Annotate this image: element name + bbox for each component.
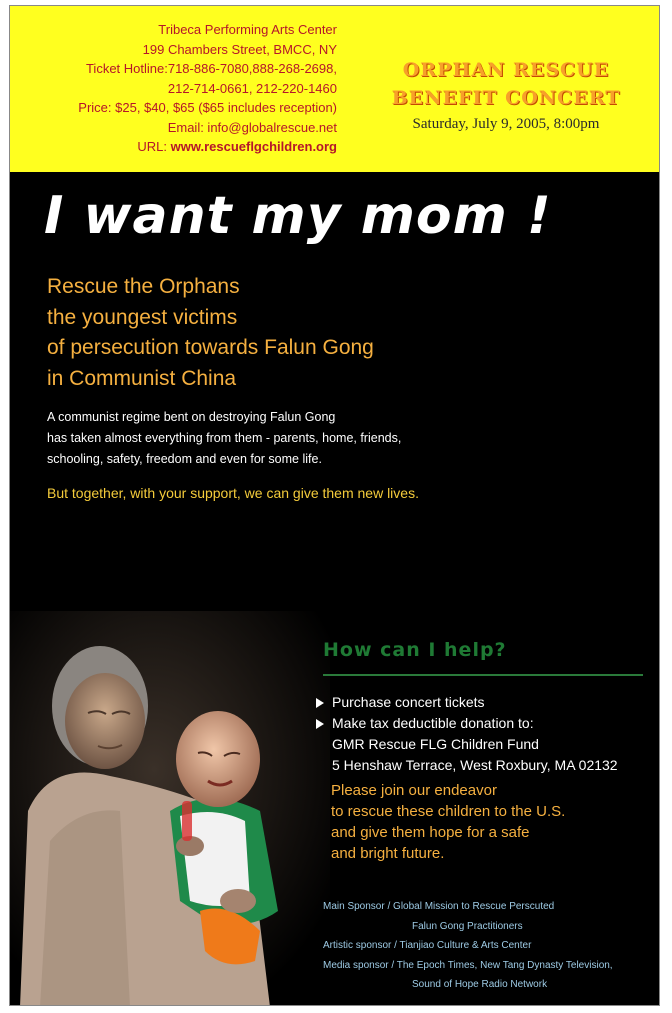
- concert-title-line2: BENEFIT CONCERT: [391, 87, 621, 109]
- fund-name: GMR Rescue FLG Children Fund: [332, 736, 539, 752]
- main-sponsor-cont: Falun Gong Practitioners: [412, 920, 523, 932]
- ticket-hotline-cont: 212-714-0661, 212-220-1460: [167, 80, 337, 96]
- join-line: and give them hope for a safe: [331, 824, 530, 841]
- sponsors: [323, 897, 613, 995]
- venue-info: [78, 20, 337, 157]
- concert-date: Saturday, July 9, 2005, 8:00pm: [412, 116, 600, 132]
- venue-name: Tribeca Performing Arts Center: [158, 22, 337, 37]
- main-sponsor: Main Sponsor / Global Mission to Rescue Perscuted: [323, 901, 555, 912]
- arrow-right-icon: [316, 719, 324, 729]
- help-divider: [323, 674, 643, 676]
- venue-address: 199 Chambers Street, BMCC, NY: [142, 41, 337, 57]
- subheadline-line: of persecution towards Falun Gong: [47, 336, 374, 359]
- url-label: URL:: [137, 139, 171, 154]
- list-item: [316, 713, 618, 734]
- purchase-tickets-text: Purchase concert tickets: [332, 694, 485, 710]
- body-paragraph: [47, 407, 401, 470]
- photo-illustration: [10, 611, 330, 1006]
- donation-text: Make tax deductible donation to:: [332, 715, 534, 731]
- poster-header: [10, 6, 660, 172]
- fund-address: 5 Henshaw Terrace, West Roxbury, MA 02132: [332, 757, 618, 773]
- arrow-right-icon: [316, 698, 324, 708]
- subheadline: [47, 272, 374, 394]
- poster: [9, 5, 660, 1006]
- subheadline-line: Rescue the Orphans: [47, 275, 240, 298]
- support-message: But together, with your support, we can give them new lives.: [47, 485, 419, 501]
- join-message: [331, 780, 565, 864]
- contact-email: Email: info@globalrescue.net: [167, 119, 337, 135]
- url-value[interactable]: www.rescueflgchildren.org: [170, 139, 337, 154]
- website-url[interactable]: [78, 137, 337, 157]
- subheadline-line: in Communist China: [47, 366, 237, 390]
- list-item: [316, 692, 618, 713]
- grandmother-child-photo: [10, 611, 330, 1006]
- body-line: schooling, safety, freedom and even for some life.: [47, 452, 322, 466]
- concert-title-block: [388, 56, 624, 133]
- help-heading: How can I help?: [323, 639, 507, 661]
- join-line: and bright future.: [331, 845, 445, 862]
- subheadline-line: the youngest victims: [47, 305, 238, 329]
- headline: I want my mom !: [44, 186, 552, 246]
- join-line: to rescue these children to the U.S.: [331, 803, 566, 820]
- help-list: [316, 692, 618, 776]
- ticket-price: Price: $25, $40, $65 ($65 includes reception): [78, 100, 337, 115]
- join-line: Please join our endeavor: [331, 782, 497, 799]
- artistic-sponsor: Artistic sponsor / Tianjiao Culture & Arts Center: [323, 940, 532, 951]
- ticket-hotline: Ticket Hotline:718-886-7080,888-268-2698,: [85, 61, 337, 76]
- media-sponsor-cont: Sound of Hope Radio Network: [412, 979, 548, 990]
- body-line: A communist regime bent on destroying Falun Gong: [47, 410, 336, 424]
- concert-title-line1: ORPHAN RESCUE: [402, 59, 610, 81]
- body-line: has taken almost everything from them - parents, home, friends,: [47, 431, 402, 445]
- media-sponsor: Media sponsor / The Epoch Times, New Tang Dynasty Television,: [323, 959, 613, 971]
